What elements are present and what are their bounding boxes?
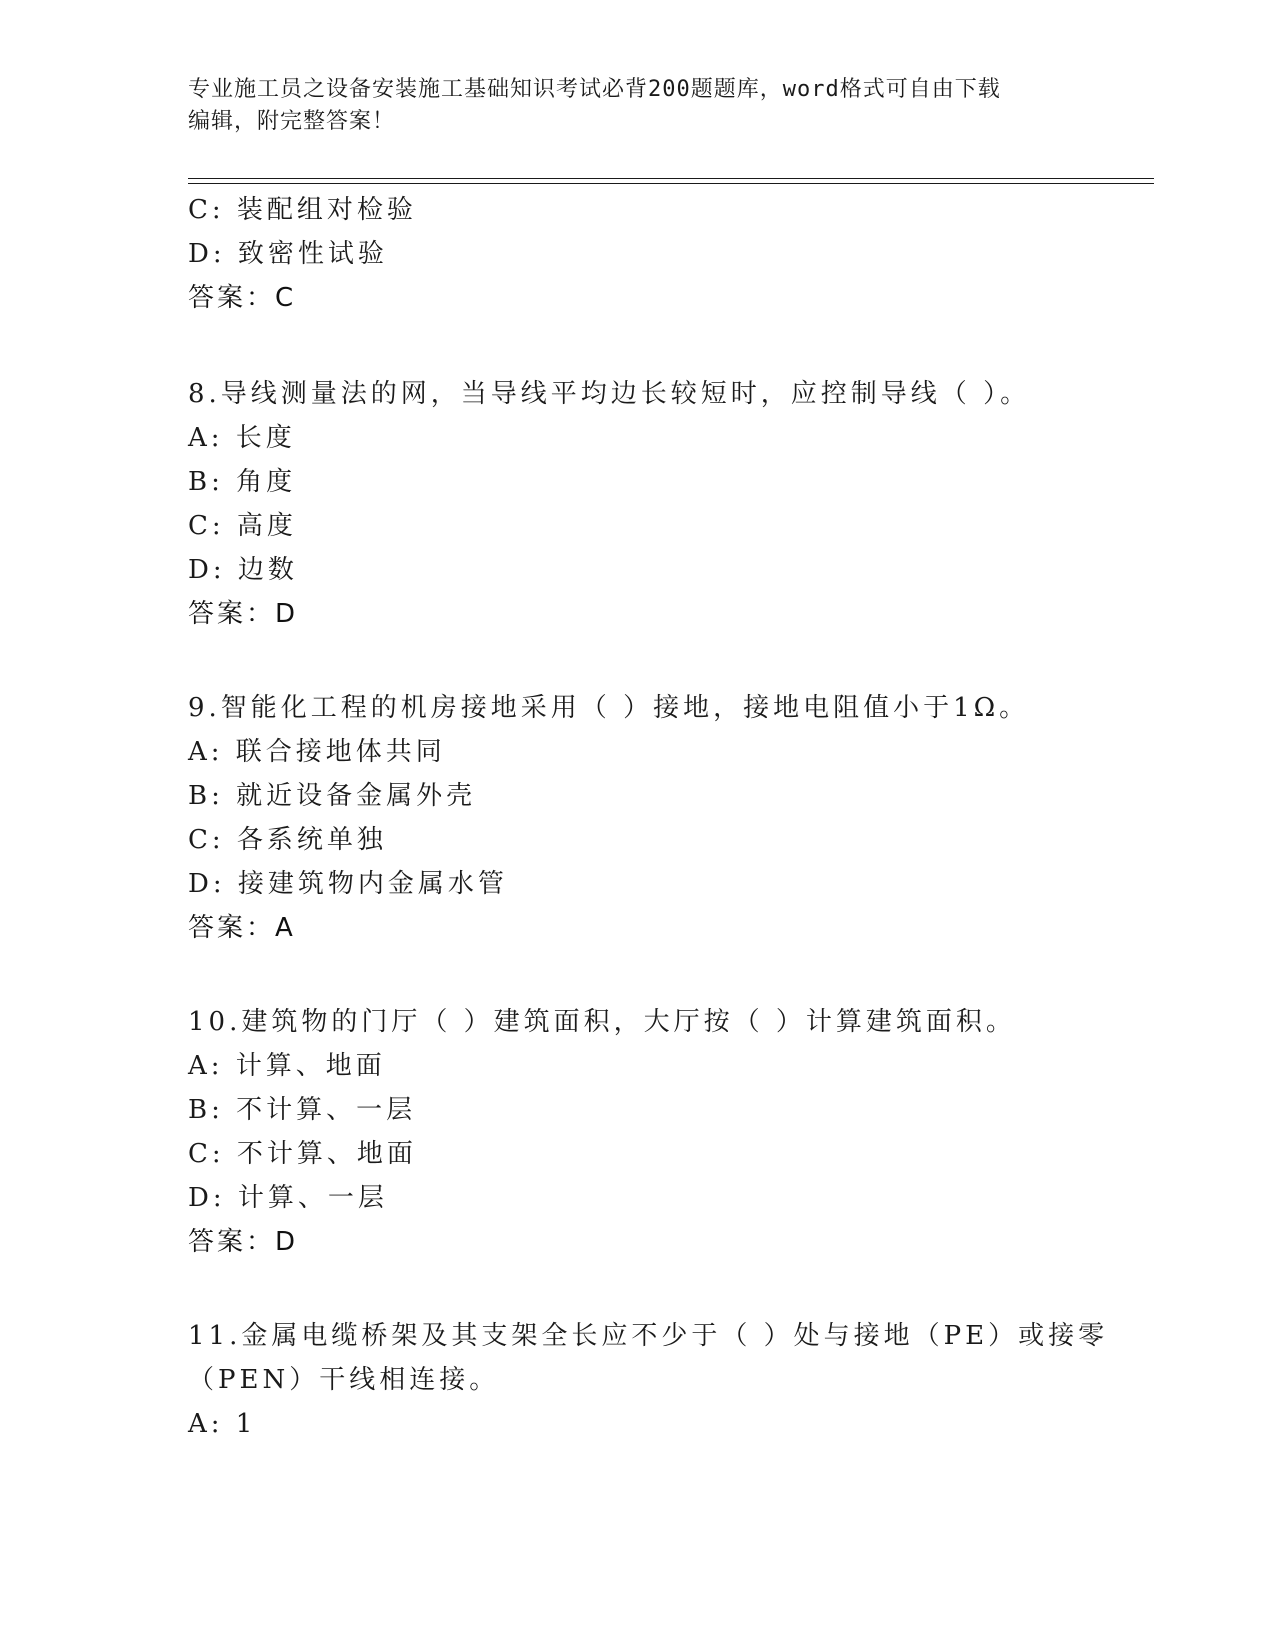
q8-option-c: C: 高度	[188, 511, 297, 541]
document-header	[188, 74, 1088, 138]
header-line-2: 编辑，附完整答案！	[188, 109, 396, 134]
q9-option-c: C: 各系统单独	[188, 825, 387, 855]
q11-question-line-2: （PEN）干线相连接。	[188, 1365, 500, 1395]
q8-option-a: A: 长度	[188, 423, 296, 453]
q10-option-c: C: 不计算、地面	[188, 1139, 417, 1169]
q9-option-d: D: 接建筑物内金属水管	[188, 869, 508, 899]
q7-answer: 答案：C	[188, 283, 297, 313]
q10-answer: 答案：D	[188, 1227, 299, 1257]
q10-option-b: B: 不计算、一层	[188, 1095, 417, 1125]
q10-question: 10.建筑物的门厅（ ）建筑面积，大厅按（ ）计算建筑面积。	[188, 1007, 1016, 1037]
q8-option-d: D: 边数	[188, 555, 298, 585]
q7-option-d: D: 致密性试验	[188, 239, 388, 269]
header-line-1: 专业施工员之设备安装施工基础知识考试必背200题题库，word格式可自由下载	[188, 77, 1001, 102]
q10-option-d: D: 计算、一层	[188, 1183, 388, 1213]
q11-question-line-1: 11.金属电缆桥架及其支架全长应不少于（ ）处与接地（PE）或接零	[188, 1321, 1109, 1351]
q9-option-b: B: 就近设备金属外壳	[188, 781, 477, 811]
q11-option-a: A: 1	[188, 1409, 257, 1439]
q9-answer: 答案：A	[188, 913, 296, 943]
q10-option-a: A: 计算、地面	[188, 1051, 386, 1081]
q8-option-b: B: 角度	[188, 467, 297, 497]
q8-question: 8.导线测量法的网，当导线平均边长较短时，应控制导线（ ）。	[188, 379, 1031, 409]
q8-answer: 答案：D	[188, 599, 299, 629]
header-double-rule	[188, 178, 1154, 184]
q9-question: 9.智能化工程的机房接地采用（ ）接地，接地电阻值小于1Ω。	[188, 693, 1030, 723]
q7-option-c: C: 装配组对检验	[188, 195, 417, 225]
q9-option-a: A: 联合接地体共同	[188, 737, 446, 767]
